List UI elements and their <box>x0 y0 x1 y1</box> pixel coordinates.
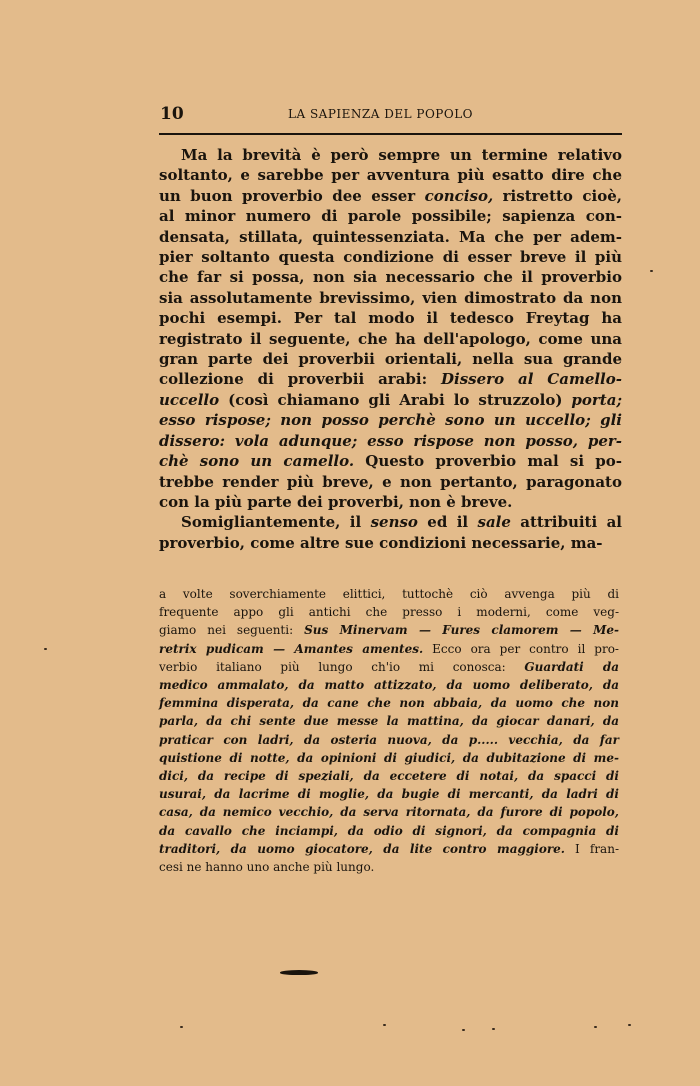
text-span: soltanto, e sarebbe per avventura più esatto dire che <box>159 166 622 185</box>
body-line <box>159 145 622 165</box>
footnote-line <box>159 803 619 821</box>
emphasis-span: casa, da nemico vecchio, da serva ritornata, da furore di popolo, <box>159 805 619 820</box>
emphasis-span: Dissero al Camello- <box>441 370 622 389</box>
body-line <box>159 349 622 369</box>
speck <box>383 1024 386 1026</box>
body-line <box>159 267 622 287</box>
text-span: sia assolutamente brevissimo, vien dimostrato da non <box>159 288 622 307</box>
body-line <box>159 308 622 328</box>
speck <box>492 1028 495 1030</box>
body-line <box>159 451 622 471</box>
footnote <box>159 585 619 876</box>
footnote-line <box>159 603 619 621</box>
text-span: verbio italiano più lungo ch'io mi conosca: <box>159 659 525 674</box>
footnote-line <box>159 621 619 639</box>
text-span: con la più parte dei proverbi, non è breve. <box>159 492 513 511</box>
body-line <box>159 165 622 185</box>
body-line <box>159 247 622 267</box>
footnote-line <box>159 640 619 658</box>
body-line <box>159 431 622 451</box>
text-span: Somigliantemente, il <box>181 513 371 532</box>
text-span: ristretto cioè, <box>493 186 622 205</box>
body-line <box>159 492 622 512</box>
page-number: 10 <box>160 104 184 124</box>
emphasis-span: retrix pudicam — Amantes amentes. <box>159 641 424 656</box>
body-line <box>159 288 622 308</box>
text-span: I fran- <box>564 841 619 856</box>
text-span: collezione di proverbii arabi: <box>159 370 442 389</box>
footnote-line <box>159 840 619 858</box>
footnote-line <box>159 731 619 749</box>
text-span: a volte soverchiamente elittici, tuttochè ciò avvenga più di <box>159 587 619 601</box>
text-span: (così chiamano gli Arabi lo struzzolo) <box>219 390 572 409</box>
footnote-line <box>159 785 619 803</box>
body-line <box>159 206 622 226</box>
footnote-line <box>159 585 619 603</box>
footnote-line <box>159 658 619 676</box>
speck <box>650 270 653 272</box>
speck <box>44 648 47 650</box>
text-span: al minor numero di parole possibile; sapienza con- <box>159 207 622 226</box>
main-text <box>159 145 622 553</box>
emphasis-span: medico ammalato, da matto attizzato, da uomo deliberato, da <box>159 678 619 693</box>
text-span: cesi ne hanno uno anche più lungo. <box>159 860 375 875</box>
speck <box>628 1024 631 1026</box>
text-span: un buon proverbio dee esser <box>159 186 425 205</box>
body-line <box>159 410 622 430</box>
footnote-line <box>159 712 619 730</box>
body-line <box>159 512 622 532</box>
emphasis-span: porta; <box>571 390 622 409</box>
header-rule <box>159 133 622 135</box>
text-span: trebbe render più breve, e non pertanto, paragonato <box>159 472 622 491</box>
text-span: frequente appo gli antichi che presso i moderni, come veg- <box>159 605 619 620</box>
text-span: densata, stillata, quintessenziata. Ma che per adem- <box>159 227 622 246</box>
footnote-line <box>159 676 619 694</box>
emphasis-span: dissero: vola adunque; esso rispose non posso, per- <box>159 431 622 450</box>
running-head: LA SAPIENZA DEL POPOLO <box>288 107 474 121</box>
footnote-line <box>159 822 619 840</box>
text-span: ed il <box>417 513 478 532</box>
text-span: pier soltanto questa condizione di esser breve il più <box>159 248 622 267</box>
emphasis-span: esso rispose; non posso perchè sono un uccello; gli <box>159 411 622 430</box>
text-span: gran parte dei proverbii orientali, nella sua grande <box>159 350 622 369</box>
text-span: giamo nei seguenti: <box>159 623 305 638</box>
emphasis-span: usurai, da lacrime di moglie, da bugie di mercanti, da ladri di <box>159 787 619 802</box>
emphasis-span: traditori, da uomo giocatore, da lite contro maggiore. <box>159 841 565 856</box>
emphasis-span: quistione di notte, da opinioni di giudici, da dubitazione di me- <box>159 750 619 765</box>
body-line <box>159 227 622 247</box>
text-span: registrato il seguente, che ha dell'apologo, come una <box>159 329 622 348</box>
speck <box>462 1029 465 1031</box>
emphasis-span: dici, da recipe di speziali, da eccetere di notai, da spacci di <box>159 769 619 784</box>
emphasis-span: praticar con ladri, da osteria nuova, da p..... vecchia, da far <box>159 732 619 747</box>
text-span: Ma la brevità è però sempre un termine relativo <box>181 146 622 164</box>
emphasis-span: femmina disperata, da cane che non abbaia, da uomo che non <box>159 696 619 711</box>
ink-smudge <box>280 970 318 975</box>
emphasis-span: parla, da chi sente due messe la mattina, da giocar danari, da <box>159 714 619 729</box>
speck <box>594 1026 597 1028</box>
emphasis-span: chè sono un camello. <box>159 452 355 471</box>
text-span: attribuiti al <box>510 513 622 532</box>
text-span: pochi esempi. Per tal modo il tedesco Freytag ha <box>159 309 622 328</box>
text-span: Ecco ora per contro il pro- <box>423 641 619 656</box>
footnote-line <box>159 858 619 876</box>
text-span: Questo proverbio mal si po- <box>354 452 622 471</box>
body-line <box>159 369 622 389</box>
footnote-line <box>159 767 619 785</box>
body-line <box>159 472 622 492</box>
emphasis-span: uccello <box>159 390 220 409</box>
body-line <box>159 533 622 553</box>
footnote-line <box>159 749 619 767</box>
text-span: che far si possa, non sia necessario che il proverbio <box>159 268 622 287</box>
emphasis-span: da cavallo che inciampi, da odio di signori, da compagnia di <box>159 823 619 838</box>
emphasis-span: sale <box>477 513 511 532</box>
emphasis-span: Guardati da <box>524 659 619 674</box>
footnote-line <box>159 694 619 712</box>
emphasis-span: senso <box>370 513 418 532</box>
speck <box>180 1026 183 1028</box>
emphasis-span: Sus Minervam — Fures clamorem — Me- <box>304 623 619 638</box>
emphasis-span: conciso, <box>424 186 494 205</box>
body-line <box>159 390 622 410</box>
body-line <box>159 329 622 349</box>
body-line <box>159 186 622 206</box>
text-span: proverbio, come altre sue condizioni necessarie, ma- <box>159 533 603 552</box>
